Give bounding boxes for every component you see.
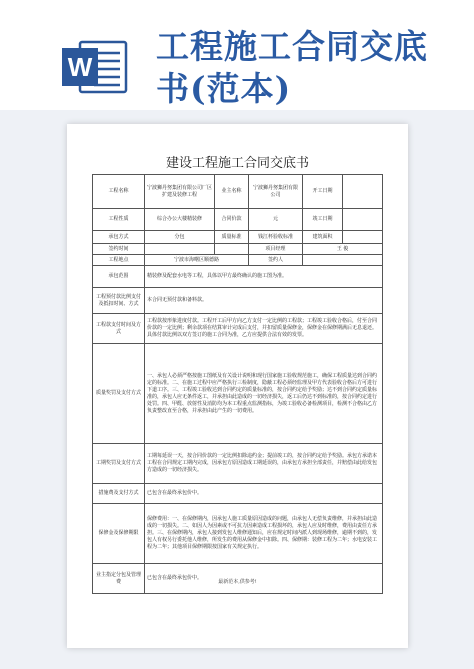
table-row — [93, 231, 383, 244]
table-row — [93, 255, 383, 266]
cell-label: 合同价款 — [215, 209, 249, 231]
cell-value: 宁波狮丹努集团有限公司厂区扩建及装修工程 — [145, 175, 215, 209]
cell-value: 工期每延误一天，按合同价款的一定比例扣除违约金；提前竣工的，按合同约定给予奖励。承包方承诺本工程在合同规定工期内完成，因承包方原因造成工期延误的，由承包方承担全部责任，并赔偿由此给发包方造成的一切经济损失。 — [145, 444, 383, 484]
cell-value: 王 俊 — [303, 244, 383, 255]
cell-value — [343, 175, 383, 209]
cell-label — [215, 244, 249, 255]
cell-value — [343, 209, 383, 231]
cell-label: 签约时间 — [93, 244, 145, 255]
cell-label: 业主指定分包及管理费 — [93, 564, 145, 594]
cell-label: 工程性质 — [93, 209, 145, 231]
cell-label: 建筑面积 — [303, 231, 343, 244]
cell-value: 钱江杯验收标准 — [249, 231, 303, 244]
table-row — [93, 288, 383, 314]
table-row — [93, 266, 383, 288]
cell-value — [303, 255, 383, 266]
cell-value — [145, 244, 215, 255]
table-row — [93, 504, 383, 564]
document-footer: 最新范本,供参考! — [218, 579, 257, 585]
document-page — [67, 124, 408, 648]
cell-label: 竣工日期 — [303, 209, 343, 231]
cell-label: 项目经理 — [249, 244, 303, 255]
table-row — [93, 244, 383, 255]
headline-line-2: 书(范本) — [156, 69, 292, 108]
cell-value: 一、承包人必须严格按施工图纸及有关设计说明和现行国家施工验收规范施工，确保工程质量达到合同约定的标准。二、在施工过程中应严格执行三检制度，隐蔽工程必须经监理及甲方代表验收合格后方可进行下道工序。三、工程竣工验收达到合同约定的质量标准的，按合同约定给予奖励；达不到合同约定质量标准的，承包人应无条件返工，并承担由此造成的一切经济损失，返工后仍达不到标准的，按合同约定进行处罚。四、甲醛、放射性及消防均为本工程重点监测指标，为竣工验收必备检测项目，检测不合格由乙方负责整改直至合格，并承担由此产生的一切费用。 — [145, 344, 383, 444]
cell-label: 开工日期 — [303, 175, 343, 209]
cell-value: 保修费用：一、在保修期内，因承包人施工质量原因造成的问题，由承包人无偿负责维修，并承担由此造成的一切损失。二、如因人为因素或不可抗力因素造成工程损坏的，承包人应及时维修，费用由责任方承担。三、在保修期内，承包人接到发包人维修通知后，应在规定时间内派人到现场维修，逾期不到的，发包人有权另行委托他人维修，所发生的费用从保修金中扣除。四、保修期：装修工程为二年；水电安装工程为二年；其他项目保修期限按国家有关规定执行。 — [145, 504, 383, 564]
cell-label: 质量奖罚及支付方式 — [93, 344, 145, 444]
cell-label: 承包方式 — [93, 231, 145, 244]
headline — [156, 26, 466, 110]
cell-value: 宁波狮丹努集团有限公司 — [249, 175, 303, 209]
word-document-icon — [60, 38, 132, 96]
cell-label: 工程名称 — [93, 175, 145, 209]
table-row — [93, 484, 383, 504]
cell-value: 已包含在最终承包价中。 — [145, 484, 383, 504]
headline-line-1: 工程施工合同交底 — [156, 27, 428, 66]
cell-label: 工期奖罚及支付方式 — [93, 444, 145, 484]
cell-value — [343, 231, 383, 244]
cell-value: 精装修及配套水电等工程，具体以甲方最终确认的施工图为准。 — [145, 266, 383, 288]
word-letter: W — [67, 52, 93, 82]
cell-value: 本合同无预付款和备料款。 — [145, 288, 383, 314]
cell-label: 措施费及支付方式 — [93, 484, 145, 504]
cell-label: 工程款支付时间及方式 — [93, 314, 145, 344]
cell-value: 工程款按形象进度付款。工程开工后甲方向乙方支付一定比例的工程款；工程竣工验收合格后，付至合同价款的一定比例；剩余款项在结算审计完成后支付，并扣留质量保修金，保修金在保修期满后无息退还。具体付款比例以双方签订的施工合同为准，乙方应提供合法有效的发票。 — [145, 314, 383, 344]
table-row — [93, 314, 383, 344]
cell-value: 宁波市海曙区顺德路 — [145, 255, 249, 266]
cell-value: 分包 — [145, 231, 215, 244]
table-row — [93, 344, 383, 444]
table-row — [93, 209, 383, 231]
cell-label: 质量标准 — [215, 231, 249, 244]
table-row — [93, 444, 383, 484]
cell-label: 工程地点 — [93, 255, 145, 266]
cell-label: 签约人 — [249, 255, 303, 266]
contract-table — [92, 174, 383, 594]
cell-label: 工程预付款比例支付及抵扣时间、方式 — [93, 288, 145, 314]
cell-label: 承包范围 — [93, 266, 145, 288]
cell-value: 元 — [249, 209, 303, 231]
cell-value: 综合办公大楼精装修 — [145, 209, 215, 231]
table-row — [93, 175, 383, 209]
cell-label: 保修金及保修期限 — [93, 504, 145, 564]
cell-label: 业主名称 — [215, 175, 249, 209]
cell-value: 已包含在最终承包价中。 — [145, 564, 383, 594]
document-title: 建设工程施工合同交底书 — [165, 156, 309, 171]
